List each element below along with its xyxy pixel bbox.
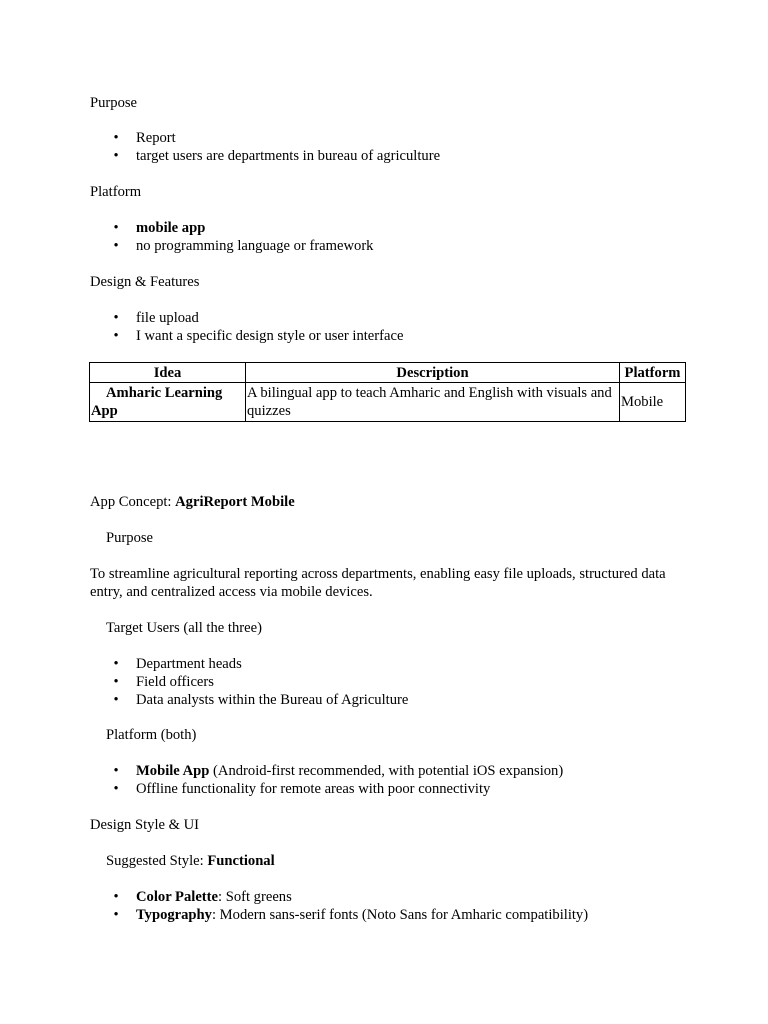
- cell-idea: Amharic Learning App: [90, 383, 246, 422]
- app-concept-prefix: App Concept:: [90, 494, 176, 510]
- list-item: Field officers: [136, 674, 214, 690]
- cell-platform: Mobile: [620, 383, 686, 422]
- purpose-heading: Purpose: [90, 95, 138, 111]
- platform-heading: Platform: [90, 184, 142, 200]
- concept-purpose-heading: Purpose: [106, 530, 154, 546]
- platform-item-bold: Mobile App: [136, 763, 210, 779]
- suggested-style-value: Functional: [207, 853, 275, 869]
- list-item: no programming language or framework: [136, 238, 374, 254]
- list-item: I want a specific design style or user interface: [136, 328, 404, 344]
- concept-purpose-text: To streamline agricultural reporting across departments, enabling easy file uploads, structured data entry, and centralized access via mobile devices.: [90, 566, 666, 600]
- app-concept-title: [90, 493, 295, 511]
- suggested-style: [106, 852, 275, 870]
- bullet: •: [113, 328, 119, 344]
- design-style-heading: Design Style & UI: [90, 817, 200, 833]
- list-item: Offline functionality for remote areas with poor connectivity: [136, 781, 491, 797]
- color-palette-value: : Soft greens: [218, 889, 292, 905]
- list-item: [136, 762, 563, 780]
- platform-item-rest: (Android-first recommended, with potential iOS expansion): [209, 763, 564, 779]
- list-item: Data analysts within the Bureau of Agriculture: [136, 692, 409, 708]
- bullet: •: [113, 656, 119, 672]
- bullet: •: [113, 763, 119, 779]
- bullet: •: [113, 130, 119, 146]
- column-header-description: Description: [246, 363, 620, 383]
- bullet: •: [113, 310, 119, 326]
- design-heading: Design & Features: [90, 274, 200, 290]
- list-item: Department heads: [136, 656, 242, 672]
- list-item: target users are departments in bureau of agriculture: [136, 148, 441, 164]
- list-item: [136, 888, 292, 906]
- table-row: [90, 383, 686, 422]
- bullet: •: [113, 220, 119, 236]
- list-item: Report: [136, 130, 176, 146]
- app-concept-name: AgriReport Mobile: [175, 494, 295, 510]
- typography-value: : Modern sans-serif fonts (Noto Sans for Amharic compatibility): [211, 907, 589, 923]
- target-users-heading: Target Users (all the three): [106, 620, 262, 636]
- list-item: mobile app: [136, 220, 206, 236]
- column-header-platform: Platform: [620, 363, 686, 383]
- bullet: •: [113, 907, 119, 923]
- ideas-table: [89, 362, 686, 422]
- typography-label: Typography: [136, 907, 212, 923]
- bullet: •: [113, 148, 119, 164]
- column-header-idea: Idea: [90, 363, 246, 383]
- list-item: [136, 906, 588, 924]
- table-header-row: [90, 363, 686, 383]
- suggested-style-prefix: Suggested Style:: [106, 853, 208, 869]
- bullet: •: [113, 889, 119, 905]
- cell-description: A bilingual app to teach Amharic and English with visuals and quizzes: [246, 383, 620, 422]
- bullet: •: [113, 238, 119, 254]
- bullet: •: [113, 692, 119, 708]
- bullet: •: [113, 781, 119, 797]
- concept-platform-heading: Platform (both): [106, 727, 197, 743]
- list-item: file upload: [136, 310, 199, 326]
- color-palette-label: Color Palette: [136, 889, 218, 905]
- bullet: •: [113, 674, 119, 690]
